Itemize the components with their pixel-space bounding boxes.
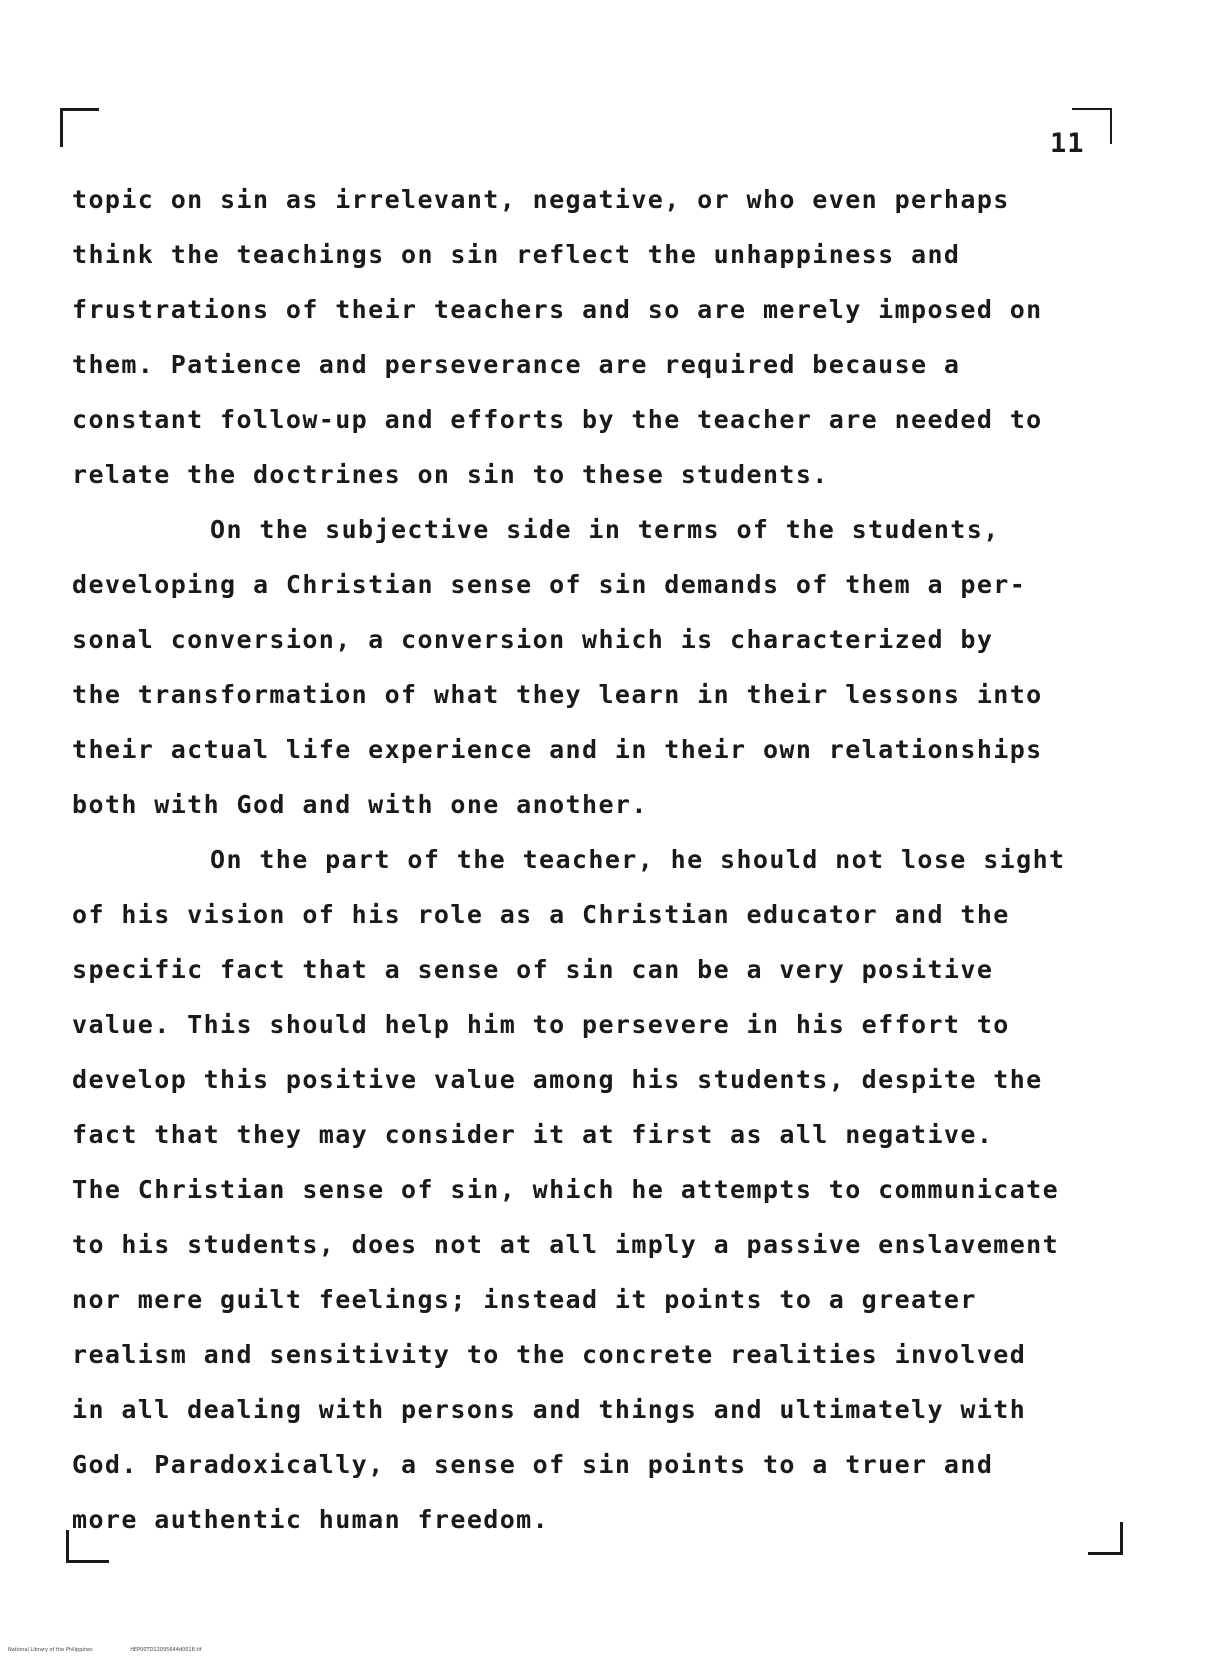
- text-line: more authentic human freedom.: [72, 1505, 550, 1534]
- footer-file-id: HEP00TD12095644d0018.tif: [130, 1647, 202, 1653]
- text-line: in all dealing with persons and things and ultimately with: [72, 1395, 1027, 1424]
- crop-mark-top-left: [60, 108, 99, 147]
- text-line: realism and sensitivity to the concrete realities involved: [72, 1340, 1027, 1369]
- text-line: developing a Christian sense of sin demands of them a per-: [72, 570, 1027, 599]
- text-line: frustrations of their teachers and so are merely imposed on: [72, 295, 1043, 324]
- text-line: value. This should help him to persevere in his effort to: [72, 1010, 1010, 1039]
- text-line: God. Paradoxically, a sense of sin points to a truer and: [72, 1450, 994, 1479]
- text-line: On the subjective side in terms of the students,: [210, 515, 1000, 544]
- text-line: specific fact that a sense of sin can be a very positive: [72, 955, 994, 984]
- text-line: fact that they may consider it at first as all negative.: [72, 1120, 994, 1149]
- typewritten-body: [72, 177, 1122, 1552]
- text-line: develop this positive value among his students, despite the: [72, 1065, 1043, 1094]
- text-line: of his vision of his role as a Christian educator and the: [72, 900, 1010, 929]
- text-line: constant follow-up and efforts by the teacher are needed to: [72, 405, 1043, 434]
- text-line: both with God and with one another.: [72, 790, 648, 819]
- text-line: nor mere guilt feelings; instead it points to a greater: [72, 1285, 977, 1314]
- text-line: to his students, does not at all imply a passive enslavement: [72, 1230, 1060, 1259]
- text-line: topic on sin as irrelevant, negative, or who even perhaps: [72, 185, 1010, 214]
- text-line: the transformation of what they learn in their lessons into: [72, 680, 1043, 709]
- text-line: them. Patience and perseverance are required because a: [72, 350, 961, 379]
- footer-library-name: National Library of the Philippines: [8, 1647, 93, 1653]
- text-line: sonal conversion, a conversion which is characterized by: [72, 625, 994, 654]
- text-line: think the teachings on sin reflect the unhappiness and: [72, 240, 961, 269]
- text-line: On the part of the teacher, he should not lose sight: [210, 845, 1066, 874]
- text-line: relate the doctrines on sin to these students.: [72, 460, 829, 489]
- text-line: their actual life experience and in their own relationships: [72, 735, 1043, 764]
- scan-footer: [8, 1647, 237, 1653]
- text-line: The Christian sense of sin, which he attempts to communicate: [72, 1175, 1060, 1204]
- page-number: 11: [1050, 128, 1085, 159]
